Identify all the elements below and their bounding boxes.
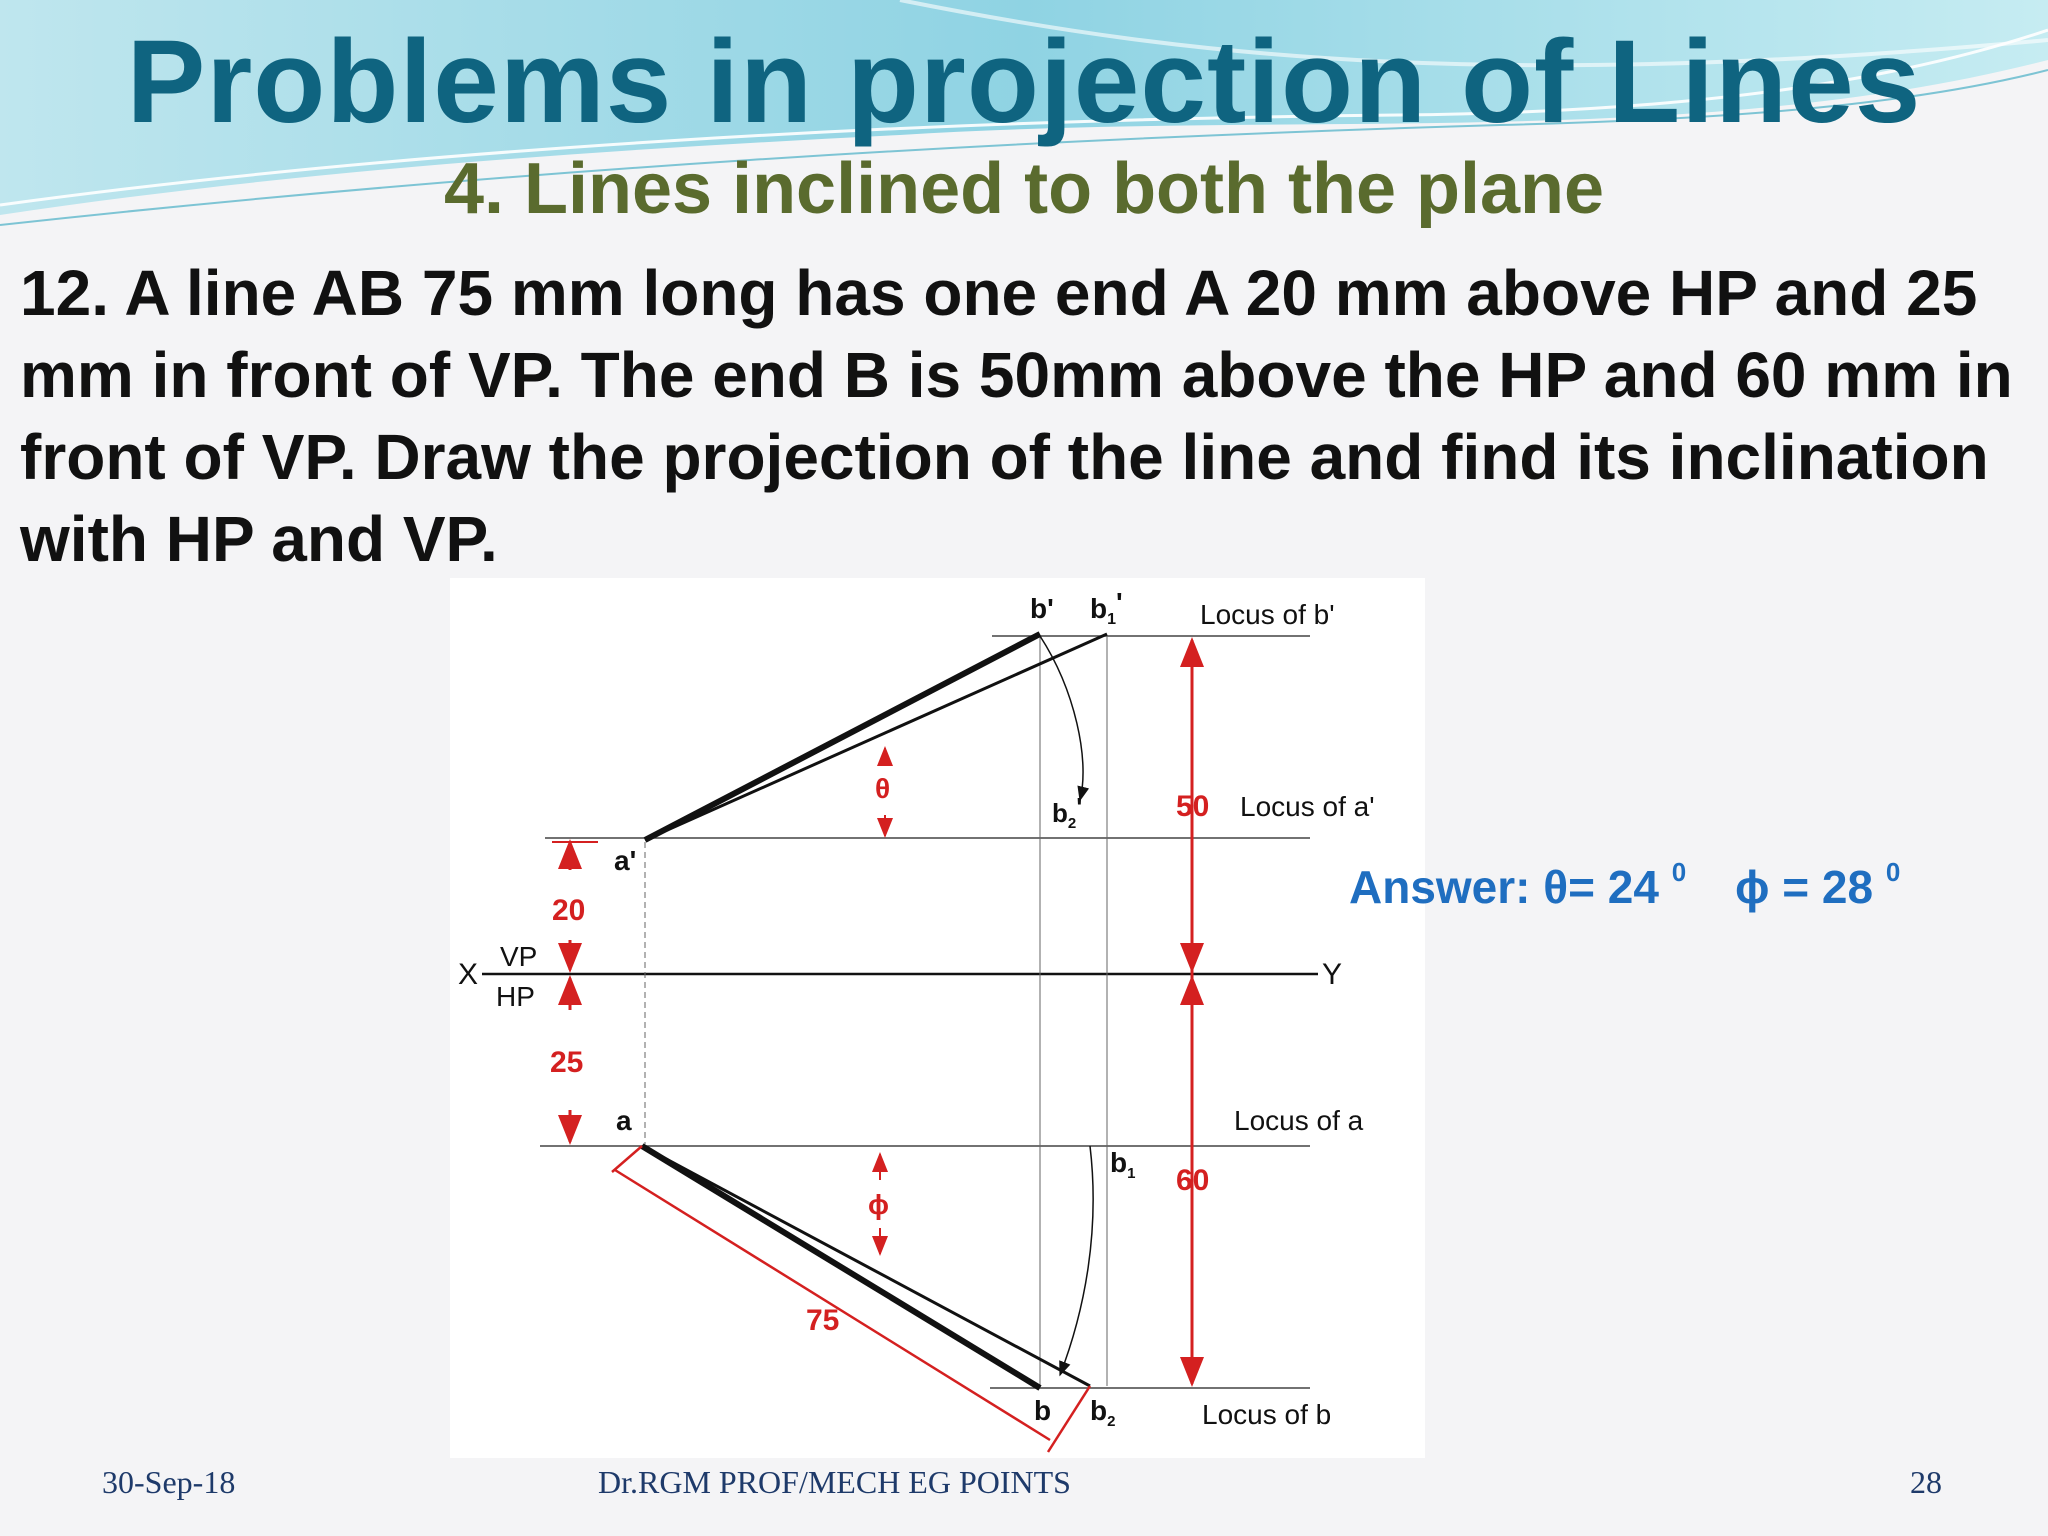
label-b-prime: b' bbox=[1030, 593, 1054, 624]
label-theta: θ bbox=[875, 773, 891, 804]
label-dim-25: 25 bbox=[550, 1046, 584, 1079]
answer-phi: ϕ = 28 bbox=[1734, 861, 1874, 913]
label-phi: ϕ bbox=[868, 1189, 889, 1220]
slide-subtitle: 4. Lines inclined to both the plane bbox=[443, 149, 1605, 229]
label-a-prime: a' bbox=[614, 845, 637, 876]
label-vp: VP bbox=[500, 941, 538, 972]
label-hp: HP bbox=[496, 981, 535, 1012]
footer-date: 30-Sep-18 bbox=[102, 1464, 236, 1500]
problem-statement: 12. A line AB 75 mm long has one end A 20 mm above HP and 25 mm in front of VP. The end B is 50mm above the HP and 60 mm in front of VP. Draw the projection of the line and find its inclination with HP and VP. bbox=[20, 257, 2013, 575]
label-y: Y bbox=[1322, 958, 1343, 991]
label-a: a bbox=[616, 1105, 632, 1136]
label-b1: $b_1$ bbox=[1110, 1147, 1136, 1182]
label-locus-a-prime: Locus of a' bbox=[1240, 791, 1375, 822]
footer-author: Dr.RGM PROF/MECH EG POINTS bbox=[598, 1464, 1071, 1500]
label-dim-50: 50 bbox=[1176, 790, 1210, 823]
label-dim-60: 60 bbox=[1176, 1164, 1210, 1197]
top-view-ab bbox=[642, 1146, 1040, 1388]
projection-diagram bbox=[450, 578, 1425, 1458]
label-x: X bbox=[458, 958, 479, 991]
label-dim-75: 75 bbox=[806, 1304, 840, 1337]
label-locus-b: Locus of b bbox=[1202, 1399, 1332, 1430]
label-locus-b-prime: Locus of b' bbox=[1200, 599, 1335, 630]
footer-page-number: 28 bbox=[1910, 1464, 1942, 1500]
label-locus-a: Locus of a bbox=[1234, 1105, 1364, 1136]
answer-text bbox=[1349, 856, 1901, 914]
answer-theta: Answer: θ= 24 bbox=[1349, 861, 1659, 913]
label-b2: $b_2$ bbox=[1090, 1395, 1116, 1430]
front-view-ab1 bbox=[645, 634, 1107, 840]
arc-top-view bbox=[1060, 1146, 1093, 1375]
answer-phi-degree: 0 bbox=[1885, 856, 1901, 887]
answer-theta-degree: 0 bbox=[1671, 856, 1687, 887]
label-b2-prime: $b_2'$ bbox=[1052, 792, 1083, 832]
top-view-ab2 bbox=[642, 1146, 1090, 1386]
slide-title: Problems in projection of Lines bbox=[126, 16, 1922, 148]
label-b1-prime: $b_1'$ bbox=[1090, 587, 1123, 628]
label-b: b bbox=[1034, 1395, 1052, 1426]
label-dim-20: 20 bbox=[552, 894, 586, 927]
front-view-ab bbox=[645, 634, 1040, 840]
